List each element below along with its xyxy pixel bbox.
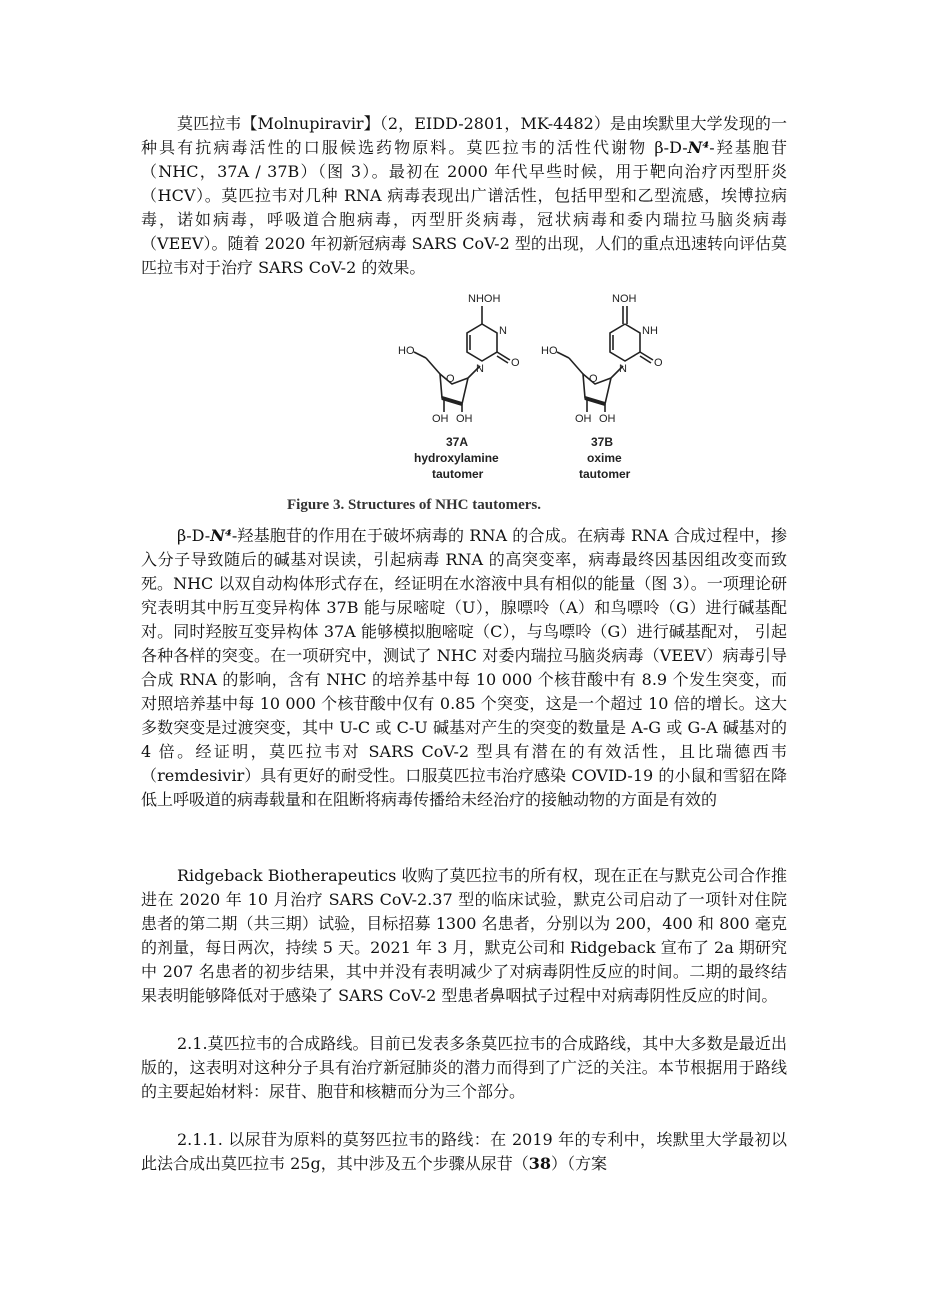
37b-carbonyl-o: O [654, 357, 663, 369]
37b-top-group: NOH [612, 293, 637, 305]
paragraph-intro [141, 112, 787, 280]
37b-ring-o: O [589, 373, 598, 385]
37a-ring-o: O [446, 373, 455, 385]
figure-caption [287, 497, 687, 514]
37b-ring-n2: N [619, 363, 627, 375]
figure-caption-label: Figure 3. [287, 497, 345, 513]
37a-top-group: NHOH [468, 293, 501, 305]
paragraph-intro-text-b: -羟基胞苷（NHC，37A / 37B）（图 3）。最初在 2000 年代早些时候，用于靶向治疗丙型肝炎（HCV）。莫匹拉韦对几种 RNA 病毒表现出广谱活性，包括甲型和乙型流感，埃博拉病毒，诺如病毒，呼吸道合胞病毒，丙型肝炎病毒，冠状病毒和委内瑞拉马脑炎病毒（VEEV）。随着 2020 年初新冠病毒 SARS CoV-2 型的出现，人们的重点迅速转向评估莫匹拉韦对于治疗 SARS CoV-2 的效果。 [141, 138, 787, 277]
paragraph-uridine-route-text-b: ）（方案 [550, 1154, 607, 1173]
37a-oh1: OH [432, 413, 449, 425]
paragraph-intro-text-a: 莫匹拉韦【Molnupiravir】（2，EIDD-2801，MK-4482）是由埃默里大学发现的一种具有抗病毒活性的口服候选药物原料。莫匹拉韦的活性代谢物 β-D- [141, 114, 787, 157]
37a-name-line2: tautomer [432, 467, 484, 481]
figure-caption-text: Structures of NHC tautomers. [344, 497, 541, 513]
nhc-tautomers-figure [380, 286, 710, 518]
paragraph-mechanism-text-a: β-D- [177, 526, 211, 545]
paragraph-synthesis-routes [141, 1032, 787, 1104]
molecule-37b [541, 293, 663, 481]
n4-label-2: N⁴ [210, 526, 232, 545]
37a-ho: HO [398, 345, 415, 357]
37a-name-line1: hydroxylamine [414, 451, 499, 465]
37b-name-line1: oxime [587, 451, 622, 465]
paragraph-synthesis-routes-text: 2.1.莫匹拉韦的合成路线。目前已发表多条莫匹拉韦的合成路线，其中大多数是最近出版的，这表明对这种分子具有治疗新冠肺炎的潜力而得到了广泛的关注。本节根据用于路线的主要起始材料：尿苷、胞苷和核糖而分为三个部分。 [141, 1034, 787, 1101]
paragraph-clinical [141, 864, 787, 1008]
37b-nh: NH [642, 325, 658, 337]
37b-id: 37B [591, 435, 614, 449]
37b-oh1: OH [575, 413, 592, 425]
paragraph-mechanism-text-b: -羟基胞苷的作用在于破坏病毒的 RNA 的合成。在病毒 RNA 合成过程中，掺入分子导致随后的碱基对误读，引起病毒 RNA 的高突变率，病毒最终因基因组改变而致死。NHC 以双自动构体形式存在，经证明在水溶液中具有相似的能量（图 3）。一项理论研究表明其中肟互变异构体 37B 能与尿嘧啶（U），腺嘌呤（A）和鸟嘌呤（G）进行碱基配对。同时羟胺互变异构体 37A 能够模拟胞嘧啶（C），与鸟嘌呤（G）进行碱基配对， 引起各种各样的突变。在一项研究中，测试了 NHC 对委内瑞拉马脑炎病毒（VEEV）病毒引导合成 RNA 的影响，含有 NHC 的培养基中每 10 000 个核苷酸中有 8.9 个发生突变，而对照培养基中每 10 000 个核苷酸中仅有 0.85 个突变，这是一个超过 10 倍的增长。这大多数突变是过渡突变，其中 U-C 或 C-U 碱基对产生的突变的数量是 A-G 或 G-A 碱基对的 4 倍。经证明，莫匹拉韦对 SARS CoV-2 型具有潜在的有效活性，且比瑞德西韦（remdesivir）具有更好的耐受性。口服莫匹拉韦治疗感染 COVID-19 的小鼠和雪貂在降低上呼吸道的病毒载量和在阻断将病毒传播给未经治疗的接触动物的方面是有效的 [141, 526, 787, 809]
compound-38-label: 38 [528, 1154, 551, 1173]
37b-ho: HO [541, 345, 558, 357]
37b-name-line2: tautomer [579, 467, 631, 481]
37a-ring-n2: N [476, 363, 484, 375]
paragraph-clinical-text: Ridgeback Biotherapeutics 收购了莫匹拉韦的所有权，现在正在与默克公司合作推进在 2020 年 10 月治疗 SARS CoV-2.37 型的临床试验，默克公司启动了一项针对住院患者的第二期（共三期）试验，目标招募 1300 名患者，分别以为 200，400 和 800 毫克的剂量，每日两次，持续 5 天。2021 年 3 月，默克公司和 Ridgeback 宣布了 2a 期研究中 207 名患者的初步结果，其中并没有表明减少了对病毒阴性反应的时间。二期的最终结果表明能够降低对于感染了 SARS CoV-2 型患者鼻咽拭子过程中对病毒阴性反应的时间。 [141, 866, 787, 1005]
37a-carbonyl-o: O [511, 357, 520, 369]
37a-id: 37A [446, 435, 469, 449]
37a-ring-n: N [499, 325, 507, 337]
paragraph-uridine-route [141, 1128, 787, 1176]
n4-label: N⁴ [687, 138, 710, 157]
37b-oh2: OH [599, 413, 616, 425]
molecule-37a [398, 293, 520, 481]
paragraph-mechanism [141, 524, 787, 812]
paragraph-uridine-route-text-a: 2.1.1. 以尿苷为原料的莫努匹拉韦的路线：在 2019 年的专利中，埃默里大学最初以此法合成出莫匹拉韦 25g，其中涉及五个步骤从尿苷（ [141, 1130, 787, 1173]
37a-oh2: OH [456, 413, 473, 425]
